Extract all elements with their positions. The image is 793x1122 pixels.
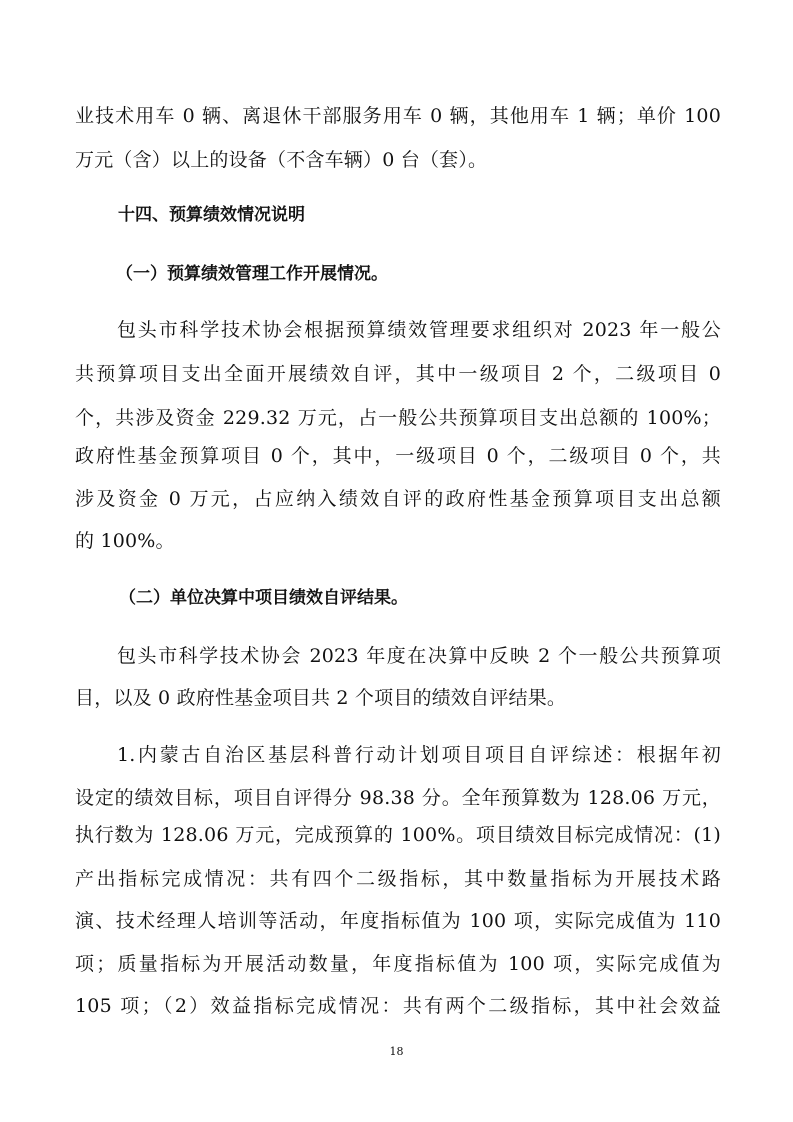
subsection-1-heading: （一）预算绩效管理工作开展情况。	[116, 264, 388, 284]
item1-line-5: 演、技术经理人培训等活动，年度指标值为 100 项，实际完成值为 110	[75, 910, 721, 932]
sub1-paragraph-line-3: 个，共涉及资金 229.32 万元，占一般公共预算项目支出总额的 100%；	[75, 407, 721, 429]
item1-line-7: 105 项；（2）效益指标完成情况：共有两个二级指标，其中社会效益	[75, 995, 721, 1017]
item1-line-3: 执行数为 128.06 万元，完成预算的 100%。项目绩效目标完成情况：(1)	[75, 824, 721, 846]
item1-line-1: 1.内蒙古自治区基层科普行动计划项目项目自评综述：根据年初	[117, 744, 721, 766]
intro-line-1: 业技术用车 0 辆、离退休干部服务用车 0 辆，其他用车 1 辆；单价 100	[75, 105, 721, 127]
item1-line-2: 设定的绩效目标，项目自评得分 98.38 分。全年预算数为 128.06 万元，	[75, 787, 721, 809]
subsection-2-heading: （二）单位决算中项目绩效自评结果。	[119, 588, 408, 608]
sub1-paragraph-line-4: 政府性基金预算项目 0 个，其中，一级项目 0 个，二级项目 0 个，共	[75, 445, 721, 467]
sub1-paragraph-line-6: 的 100%。	[75, 530, 175, 552]
sub1-paragraph-line-1: 包头市科学技术协会根据预算绩效管理要求组织对 2023 年一般公	[117, 319, 721, 341]
section-14-heading: 十四、预算绩效情况说明	[118, 205, 305, 225]
sub2-paragraph-line-1: 包头市科学技术协会 2023 年度在决算中反映 2 个一般公共预算项	[117, 645, 721, 667]
page-number: 18	[389, 1045, 404, 1058]
sub1-paragraph-line-2: 共预算项目支出全面开展绩效自评，其中一级项目 2 个，二级项目 0	[75, 363, 721, 385]
item1-line-6: 项；质量指标为开展活动数量，年度指标值为 100 项，实际完成值为	[75, 953, 721, 975]
item1-line-4: 产出指标完成情况：共有四个二级指标，其中数量指标为开展技术路	[75, 868, 721, 890]
sub2-paragraph-line-2: 目，以及 0 政府性基金项目共 2 个项目的绩效自评结果。	[75, 687, 567, 709]
sub1-paragraph-line-5: 涉及资金 0 万元，占应纳入绩效自评的政府性基金预算项目支出总额	[75, 488, 721, 510]
intro-line-2: 万元（含）以上的设备（不含车辆）0 台（套）。	[75, 149, 488, 171]
